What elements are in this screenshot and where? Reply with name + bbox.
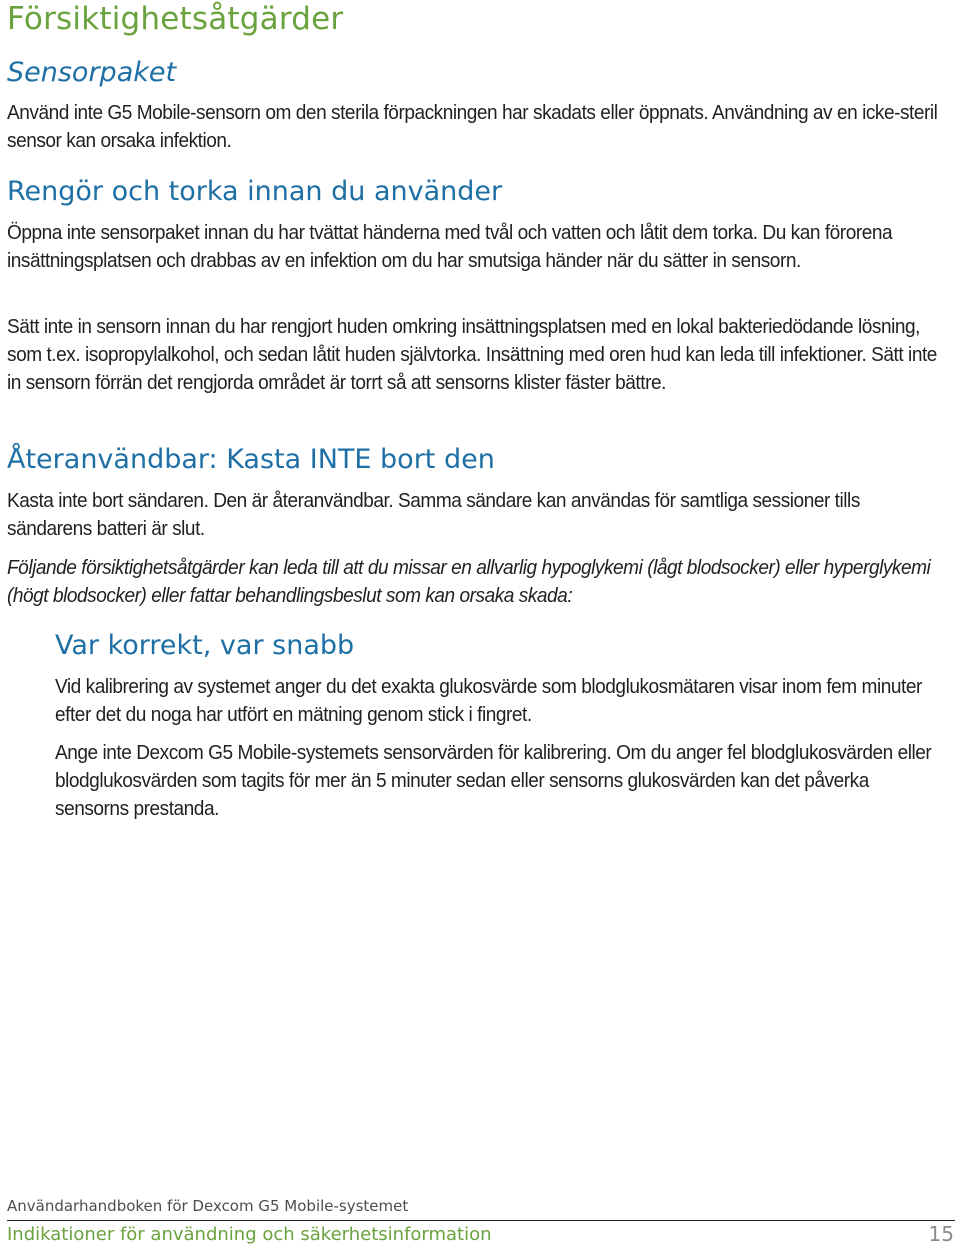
paragraph-clean-skin: Sätt inte in sensorn innan du har rengjort huden omkring insättningsplatsen med en lokal bakteriedödande lösning, som t.ex. isopropylalkohol, och sedan låtit huden självtorka. Insättning med oren hud kan leda till infektioner. Sätt inte in sensorn förrän det rengjorda området är torrt så att sensorns klister fäster bättre. — [7, 315, 937, 394]
section-heading-reusable: Återanvändbar: Kasta INTE bort den — [7, 444, 495, 475]
page-title: Försiktighetsåtgärder — [7, 1, 344, 37]
footer-divider — [7, 1220, 955, 1221]
footer-section-title: Indikationer för användning och säkerhetsinformation — [7, 1224, 492, 1245]
paragraph-clean-hands: Öppna inte sensorpaket innan du har tvättat händerna med tvål och vatten och låtit dem torka. Du kan förorena insättningsplatsen och drabbas av en infektion om du har smutsiga händer när du sätter in sensorn. — [7, 221, 893, 272]
paragraph-reusable: Kasta inte bort sändaren. Den är återanvändbar. Samma sändare kan användas för samtliga sessioner tills sändarens batteri är slut. — [7, 489, 860, 540]
footer-manual-title: Användarhandboken för Dexcom G5 Mobile-systemet — [7, 1197, 409, 1215]
warning-intro: Följande försiktighetsåtgärder kan leda till att du missar en allvarlig hypoglykemi (lågt blodsocker) eller hyperglykemi (högt blodsocker) eller fattar behandlingsbeslut som kan orsaka skada: — [7, 556, 931, 607]
paragraph-sensor-package: Använd inte G5 Mobile-sensorn om den sterila förpackningen har skadats eller öppnats. Användning av en icke-steril sensor kan orsaka infektion. — [7, 101, 938, 152]
section-heading-clean-dry: Rengör och torka innan du använder — [7, 176, 503, 207]
section-heading-accurate-fast: Var korrekt, var snabb — [55, 630, 355, 661]
paragraph-sensor-values: Ange inte Dexcom G5 Mobile-systemets sensorvärden för kalibrering. Om du anger fel blodglukosvärden eller blodglukosvärden som tagits för mer än 5 minuter sedan eller sensorns glukosvärden kan det påverka sensorns prestanda. — [55, 741, 932, 820]
page-number: 15 — [928, 1222, 954, 1246]
section-heading-sensor-package: Sensorpaket — [7, 57, 177, 88]
paragraph-calibration: Vid kalibrering av systemet anger du det exakta glukosvärde som blodglukosmätaren visar inom fem minuter efter det du noga har utfört en mätning genom stick i fingret. — [55, 675, 922, 726]
